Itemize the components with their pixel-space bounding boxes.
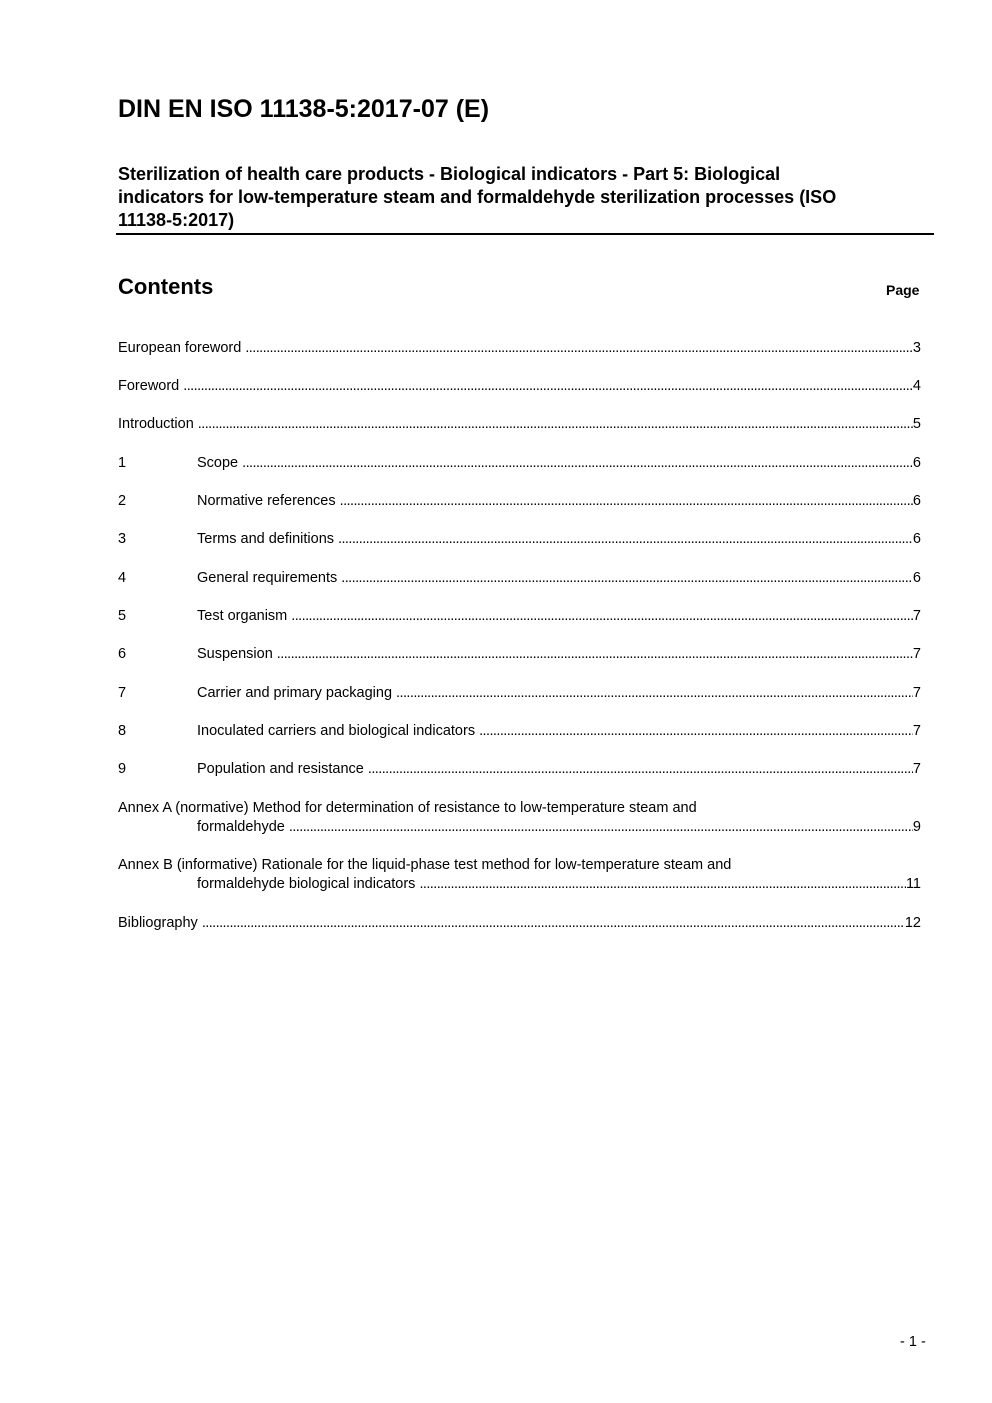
toc-entry-page: 11 — [905, 876, 921, 892]
contents-heading: Contents — [118, 274, 214, 299]
dot-leader — [194, 415, 913, 434]
toc-entry-number: 1 — [118, 455, 127, 471]
toc-entry-page: 4 — [912, 378, 921, 394]
toc-entry-label: formaldehyde biological indicators — [197, 876, 416, 892]
toc-entry-label: Carrier and primary packaging — [197, 685, 393, 701]
toc-entry-label: Normative references — [197, 493, 336, 509]
toc-entry-page: 5 — [912, 416, 921, 432]
toc-entry-suspension[interactable] — [118, 645, 921, 664]
dot-leader — [179, 377, 913, 396]
toc-entry-test-organism[interactable] — [118, 607, 921, 626]
dot-leader — [392, 684, 913, 703]
toc-entry-terms-and-definitions[interactable] — [118, 530, 921, 549]
toc-entry-page: 7 — [912, 608, 921, 624]
toc-entry-label: European foreword — [118, 340, 242, 356]
toc-entry-page: 9 — [912, 819, 921, 835]
dot-leader — [285, 818, 913, 837]
toc-entry-normative-references[interactable] — [118, 492, 921, 511]
toc-entry-label: Introduction — [118, 416, 194, 432]
toc-entry-label: formaldehyde — [197, 819, 285, 835]
toc-entry-page: 12 — [904, 915, 921, 931]
toc-annex-b-title[interactable]: Annex B (informative) Rationale for the liquid-phase test method for low-temperature steam and — [118, 857, 732, 873]
dot-leader — [415, 875, 906, 894]
toc-entry-introduction[interactable] — [118, 415, 921, 434]
toc-entry-carrier-and-primary-packaging[interactable] — [118, 684, 921, 703]
toc-entry-label: Suspension — [197, 646, 273, 662]
document-title: DIN EN ISO 11138-5:2017-07 (E) — [118, 95, 490, 123]
toc-entry-label: General requirements — [197, 570, 338, 586]
page-column-heading: Page — [886, 282, 920, 298]
toc-entry-foreword[interactable] — [118, 377, 921, 396]
toc-entry-number: 3 — [118, 531, 127, 547]
table-of-contents — [118, 0, 921, 1403]
toc-entry-page: 3 — [912, 340, 921, 356]
toc-entry-scope[interactable] — [118, 454, 921, 473]
subtitle-line: Sterilization of health care products - Biological indicators - Part 5: Biological — [118, 164, 781, 184]
dot-leader — [241, 339, 913, 358]
toc-entry-european-foreword[interactable] — [118, 339, 921, 358]
toc-entry-page: 7 — [912, 646, 921, 662]
footer-page-number: - 1 - — [900, 1334, 926, 1350]
dot-leader — [337, 569, 913, 588]
toc-entry-label: Bibliography — [118, 915, 198, 931]
toc-entry-page: 7 — [912, 685, 921, 701]
dot-leader — [287, 607, 913, 626]
toc-entry-annex-a[interactable] — [197, 818, 921, 837]
toc-entry-label: Foreword — [118, 378, 180, 394]
toc-entry-page: 6 — [912, 531, 921, 547]
toc-entry-number: 8 — [118, 723, 127, 739]
toc-entry-inoculated-carriers[interactable] — [118, 722, 921, 741]
dot-leader — [334, 530, 913, 549]
dot-leader — [198, 914, 905, 933]
dot-leader — [364, 760, 913, 779]
toc-entry-number: 6 — [118, 646, 127, 662]
subtitle-line: indicators for low-temperature steam and formaldehyde sterilization processes (ISO — [118, 187, 837, 207]
dot-leader — [238, 454, 913, 473]
toc-entry-annex-b[interactable] — [197, 875, 921, 894]
toc-entry-number: 2 — [118, 493, 127, 509]
toc-entry-label: Terms and definitions — [197, 531, 335, 547]
dot-leader — [336, 492, 913, 511]
dot-leader — [273, 645, 913, 664]
toc-entry-label: Scope — [197, 455, 239, 471]
toc-entry-page: 6 — [912, 455, 921, 471]
subtitle-line: 11138-5:2017) — [118, 210, 235, 230]
toc-entry-page: 7 — [912, 723, 921, 739]
toc-entry-general-requirements[interactable] — [118, 569, 921, 588]
toc-entry-page: 6 — [912, 493, 921, 509]
toc-entry-number: 7 — [118, 685, 127, 701]
toc-entry-label: Population and resistance — [197, 761, 364, 777]
toc-entry-number: 4 — [118, 570, 127, 586]
dot-leader — [475, 722, 913, 741]
toc-entry-label: Inoculated carriers and biological indicators — [197, 723, 476, 739]
toc-entry-label: Test organism — [197, 608, 288, 624]
toc-entry-number: 5 — [118, 608, 127, 624]
toc-entry-population-and-resistance[interactable] — [118, 760, 921, 779]
toc-entry-number: 9 — [118, 761, 127, 777]
toc-entry-page: 6 — [912, 570, 921, 586]
toc-annex-a-title[interactable]: Annex A (normative) Method for determination of resistance to low-temperature steam and — [118, 800, 697, 816]
toc-entry-bibliography[interactable] — [118, 914, 921, 933]
toc-entry-page: 7 — [912, 761, 921, 777]
